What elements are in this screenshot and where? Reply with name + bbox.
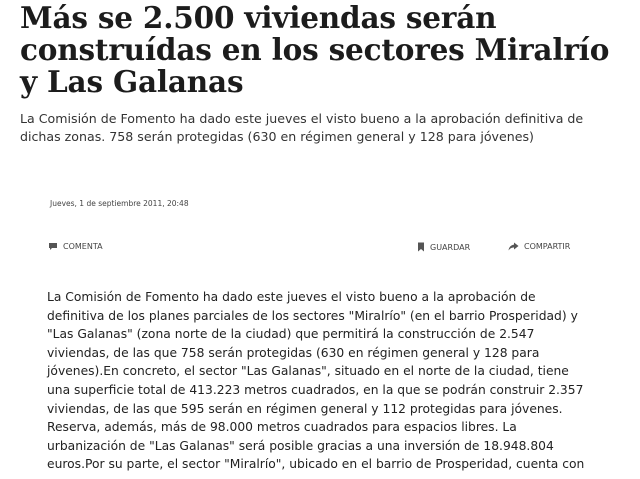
- comment-icon: [48, 242, 58, 251]
- share-button[interactable]: [508, 242, 570, 251]
- comment-button[interactable]: [48, 242, 103, 251]
- publish-date: Jueves, 1 de septiembre 2011, 20:48: [50, 199, 189, 208]
- article-body: La Comisión de Fomento ha dado este jueves el visto bueno a la aprobación de definitiva de los planes parciales de los sectores "Miralrío" (en el barrio Prosperidad) y "Las Galanas" (zona norte de la ciudad) que permitirá la construcción de 2.547 viviendas, de las que 758 serán protegidas (630 en régimen general y 128 para jóvenes).En concreto, el sector "Las Galanas", situado en el norte de la ciudad, tiene una superficie total de 413.223 metros cuadrados, en la que se podrán construir 2.357 viviendas, de las que 595 serán en régimen general y 112 protegidas para jóvenes. Reserva, además, más de 98.000 metros cuadrados para espacios libres. La urbanización de "Las Galanas" será posible gracias a una inversión de 18.948.804 euros.Por su parte, el sector "Miralrío", ubicado en el barrio de Prosperidad, cuenta con: [47, 290, 585, 472]
- article-actions-bar: [48, 242, 588, 256]
- article-subtitle: La Comisión de Fomento ha dado este jueves el visto bueno a la aprobación definitiva de dichas zonas. 758 serán protegidas (630 en régimen general y 128 para jóvenes): [20, 111, 584, 144]
- bookmark-icon: [417, 242, 425, 252]
- article-headline: Más se 2.500 viviendas serán construídas en los sectores Miralrío y Las Galanas: [20, 0, 610, 99]
- save-label: GUARDAR: [430, 242, 471, 252]
- share-label: COMPARTIR: [524, 242, 571, 251]
- save-button[interactable]: [417, 242, 470, 252]
- comment-label: COMENTA: [63, 242, 103, 251]
- share-icon: [508, 242, 519, 251]
